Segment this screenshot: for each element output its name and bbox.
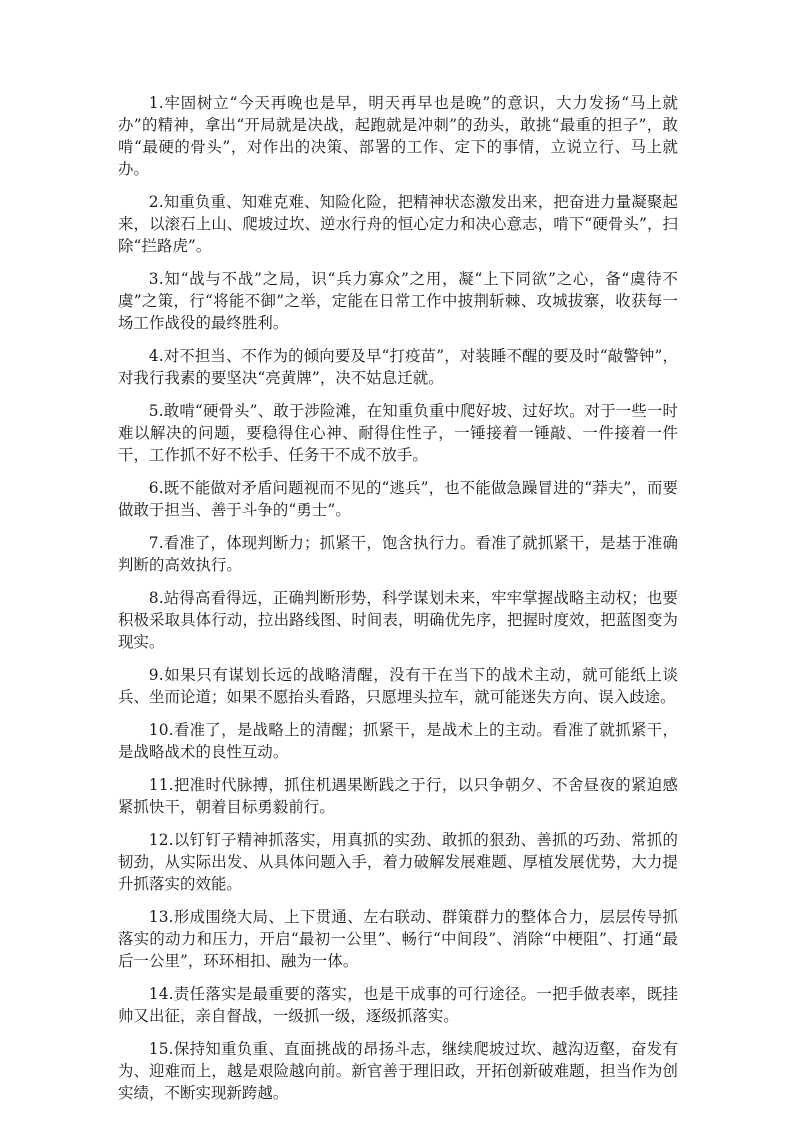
paragraph-9: 9.如果只有谋划长远的战略清醒，没有干在当下的战术主动，就可能纸上谈兵、坐而论道；如果不愿抬头看路，只愿埋头拉车，就可能迷失方向、误入歧途。 — [118, 666, 678, 706]
paragraph-12: 12.以钉钉子精神抓落实，用真抓的实劲、敢抓的狠劲、善抓的巧劲、常抓的韧劲，从实际出发、从具体问题入手，着力破解发展难题、厚植发展优势，大力提升抓落实的效能。 — [118, 831, 678, 893]
paragraph-15: 15.保持知重负重、直面挑战的昂扬斗志，继续爬坡过坎、越沟迈壑，奋发有为、迎难而上，越是艰险越向前。新官善于理旧政，开拓创新破难题，担当作为创实绩，不断实现新跨越。 — [118, 1040, 678, 1102]
paragraph-10: 10.看准了，是战略上的清醒；抓紧干，是战术上的主动。看准了就抓紧干，是战略战术的良性互动。 — [118, 721, 678, 761]
paragraph-2: 2.知重负重、知难克难、知险化险，把精神状态激发出来，把奋进力量凝聚起来，以滚石上山、爬坡过坎、逆水行舟的恒心定力和决心意志，啃下“硬骨头”，扫除“拦路虎”。 — [118, 193, 678, 255]
paragraph-11: 11.把准时代脉搏，抓住机遇果断践之于行，以只争朝夕、不舍昼夜的紧迫感紧抓快干，朝着目标勇毅前行。 — [118, 776, 678, 816]
paragraph-5: 5.敢啃“硬骨头”、敢于涉险滩，在知重负重中爬好坡、过好坎。对于一些一时难以解决的问题，要稳得住心神、耐得住性子，一锤接着一锤敲、一件接着一件干，工作抓不好不松手、任务干不成不放手。 — [118, 402, 678, 464]
paragraph-1: 1.牢固树立“今天再晚也是早，明天再早也是晚”的意识，大力发扬“马上就办”的精神，拿出“开局就是决战，起跑就是冲刺”的劲头，敢挑“最重的担子”，敢啃“最硬的骨头”，对作出的决策、部署的工作、定下的事情，立说立行、马上就办。 — [118, 94, 678, 178]
document-page — [118, 92, 678, 1115]
paragraph-8: 8.站得高看得远，正确判断形势，科学谋划未来，牢牢掌握战略主动权；也要积极采取具体行动，拉出路线图、时间表，明确优先序，把握时度效，把蓝图变为现实。 — [118, 589, 678, 651]
paragraph-6: 6.既不能做对矛盾问题视而不见的“逃兵”，也不能做急躁冒进的“莽夫”，而要做敢于担当、善于斗争的“勇士”。 — [118, 479, 678, 519]
paragraph-13: 13.形成围绕大局、上下贯通、左右联动、群策群力的整体合力，层层传导抓落实的动力和压力，开启“最初一公里”、畅行“中间段”、消除“中梗阻”、打通“最后一公里”，环环相扣、融为一体。 — [118, 908, 678, 970]
paragraph-14: 14.责任落实是最重要的落实，也是干成事的可行途径。一把手做表率，既挂帅又出征，亲自督战，一级抓一级，逐级抓落实。 — [118, 985, 678, 1025]
paragraph-7: 7.看准了，体现判断力；抓紧干，饱含执行力。看准了就抓紧干，是基于准确判断的高效执行。 — [118, 534, 678, 574]
paragraph-4: 4.对不担当、不作为的倾向要及早“打疫苗”，对装睡不醒的要及时“敲警钟”，对我行我素的要坚决“亮黄牌”，决不姑息迁就。 — [118, 347, 678, 387]
paragraph-3: 3.知“战与不战”之局，识“兵力寡众”之用，凝“上下同欲”之心，备“虞待不虞”之策，行“将能不御”之举，定能在日常工作中披荆斩棘、攻城拔寨，收获每一场工作战役的最终胜利。 — [118, 270, 678, 332]
